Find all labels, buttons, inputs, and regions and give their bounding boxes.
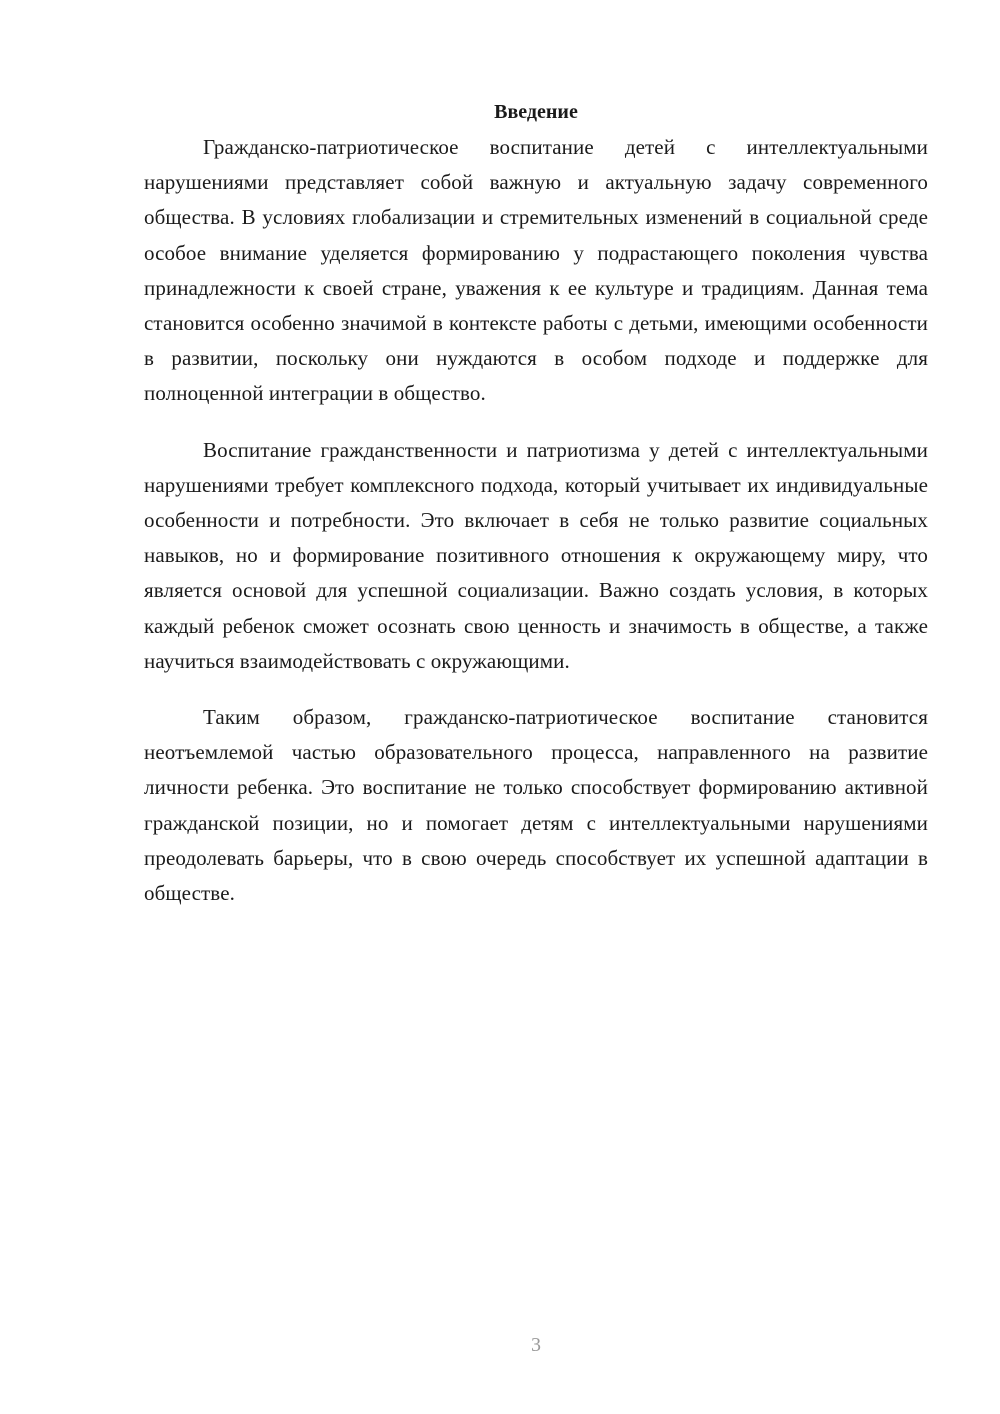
page-content bbox=[144, 94, 928, 911]
paragraph-3: Таким образом, гражданско-патриотическое воспитание становится неотъемлемой частью образовательного процесса, направленного на развитие личности ребенка. Это воспитание не только способствует формированию активной гражданской позиции, но и помогает детям с интеллектуальными нарушениями преодолевать барьеры, что в свою очередь способствует их успешной адаптации в обществе. bbox=[144, 705, 928, 906]
section-heading: Введение bbox=[494, 101, 578, 123]
paragraph-1: Гражданско-патриотическое воспитание детей с интеллектуальными нарушениями представляет собой важную и актуальную задачу современного общества. В условиях глобализации и стремительных изменений в социальной среде особое внимание уделяется формированию у подрастающего поколения чувства принадлежности к своей стране, уважения к ее культуре и традициям. Данная тема становится особенно значимой в контексте работы с детьми, имеющими особенности в развитии, поскольку они нуждаются в особом подходе и поддержке для полноценной интеграции в общество. bbox=[144, 135, 928, 406]
paragraph-2: Воспитание гражданственности и патриотизма у детей с интеллектуальными нарушениями требует комплексного подхода, который учитывает их индивидуальные особенности и потребности. Это включает в себя не только развитие социальных навыков, но и формирование позитивного отношения к окружающему миру, что является основой для успешной социализации. Важно создать условия, в которых каждый ребенок сможет осознать свою ценность и значимость в обществе, а также научиться взаимодействовать с окружающими. bbox=[144, 437, 928, 673]
page-number: 3 bbox=[531, 1334, 541, 1356]
